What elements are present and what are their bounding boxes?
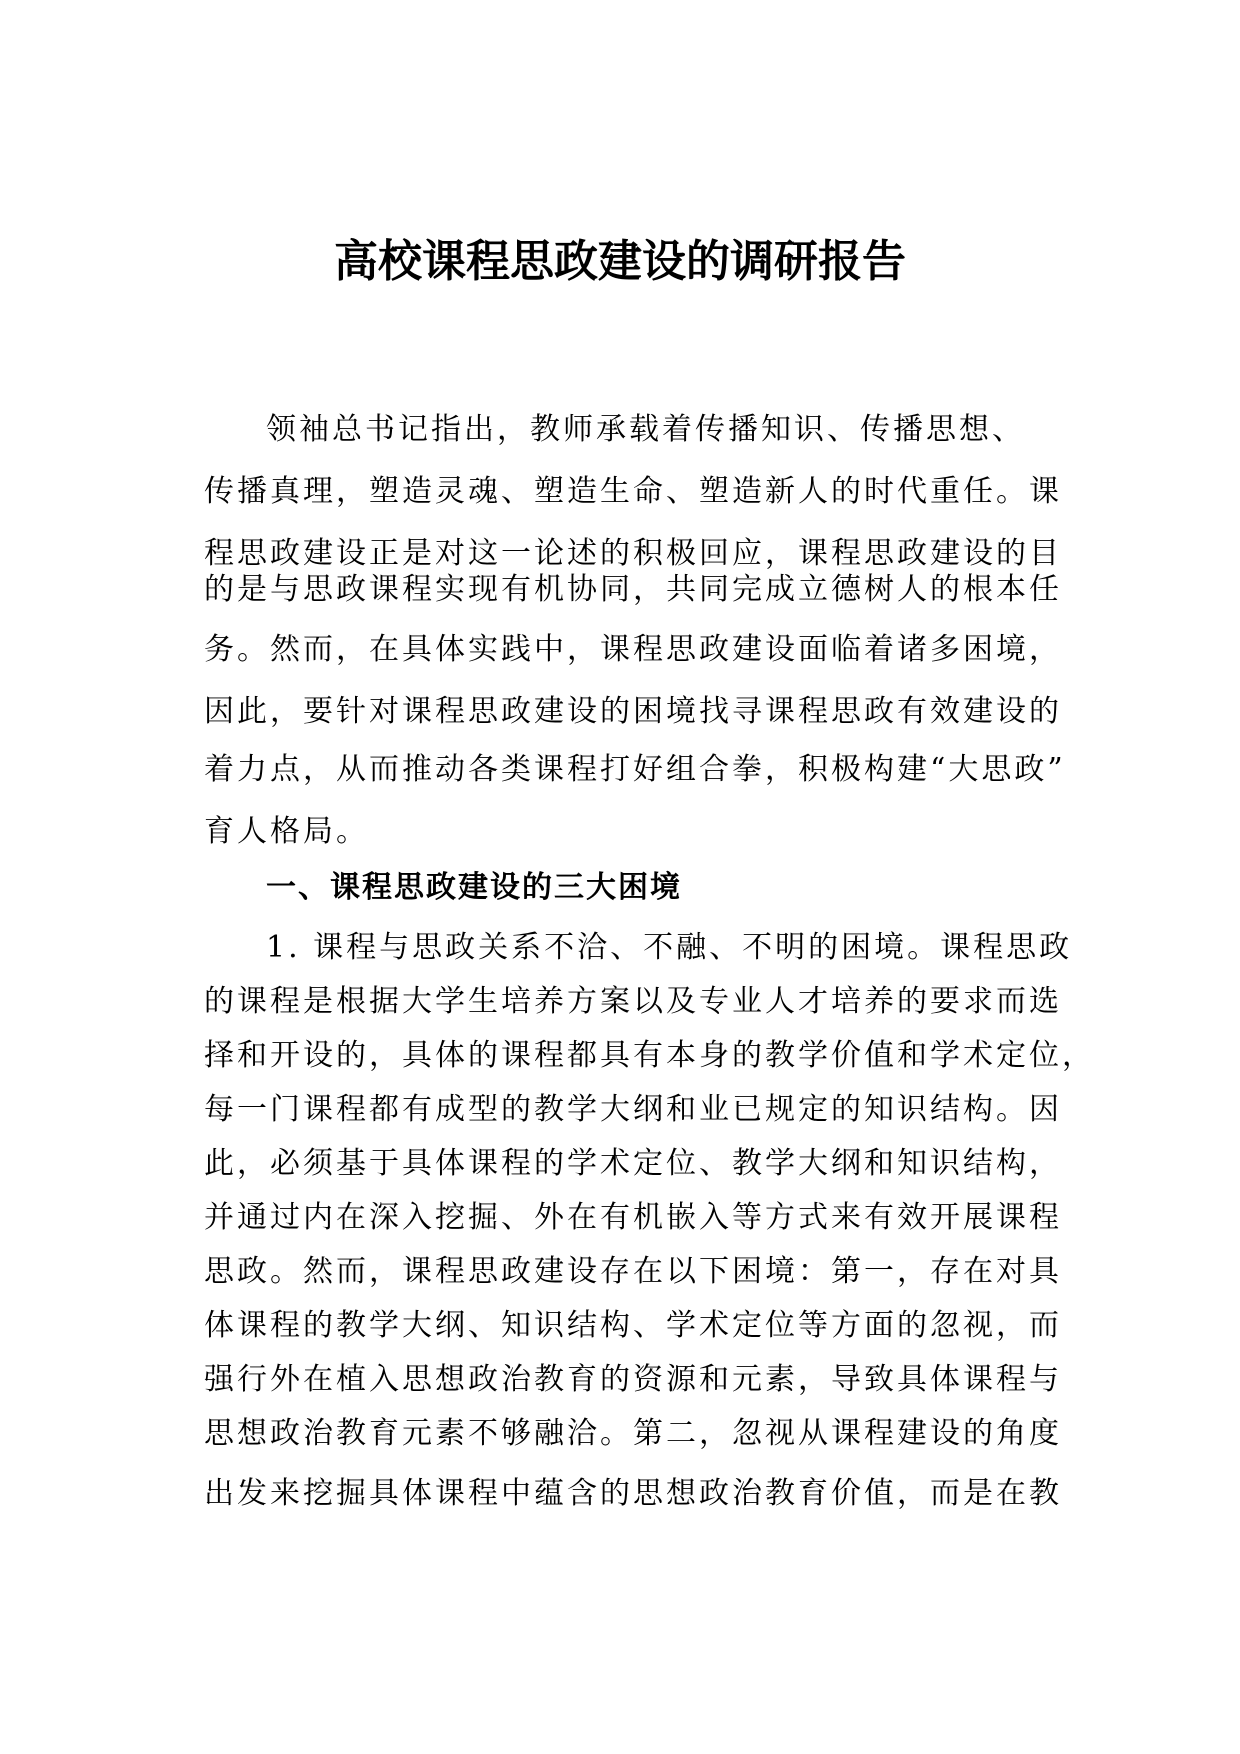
intro-line-6: 因此，要针对课程思政建设的困境找寻课程思政有效建设的 — [204, 694, 1062, 729]
section-heading: 一、课程思政建设的三大困境 — [266, 870, 682, 905]
section-line-2: 的课程是根据大学生培养方案以及专业人才培养的要求而选 — [204, 984, 1062, 1019]
section-line-7: 思政。然而，课程思政建设存在以下困境：第一，存在对具 — [204, 1254, 1062, 1289]
intro-line-1: 领袖总书记指出，教师承载着传播知识、传播思想、 — [266, 412, 1025, 447]
section-line-11: 出发来挖掘具体课程中蕴含的思想政治教育价值，而是在教 — [204, 1476, 1062, 1511]
intro-line-5: 务。然而，在具体实践中，课程思政建设面临着诸多困境， — [204, 632, 1062, 667]
section-line-10: 思想政治教育元素不够融洽。第二，忽视从课程建设的角度 — [204, 1416, 1062, 1451]
section-line-6: 并通过内在深入挖掘、外在有机嵌入等方式来有效开展课程 — [204, 1200, 1062, 1235]
section-line-4: 每一门课程都有成型的教学大纲和业已规定的知识结构。因 — [204, 1092, 1062, 1127]
intro-line-7: 着力点，从而推动各类课程打好组合拳，积极构建“大思政” — [204, 752, 1066, 787]
section-line-8: 体课程的教学大纲、知识结构、学术定位等方面的忽视，而 — [204, 1308, 1062, 1343]
intro-line-2: 传播真理，塑造灵魂、塑造生命、塑造新人的时代重任。课 — [204, 474, 1062, 509]
section-line-5: 此，必须基于具体课程的学术定位、教学大纲和知识结构， — [204, 1146, 1062, 1181]
intro-line-3: 程思政建设正是对这一论述的积极回应，课程思政建设的目 — [204, 536, 1062, 571]
intro-line-4: 的是与思政课程实现有机协同，共同完成立德树人的根本任 — [204, 572, 1062, 607]
section-line-3: 择和开设的，具体的课程都具有本身的教学价值和学术定位， — [204, 1038, 1095, 1073]
intro-line-8: 育人格局。 — [204, 814, 369, 849]
document-title: 高校课程思政建设的调研报告 — [334, 236, 906, 287]
section-line-1: 1. 课程与思政关系不洽、不融、不明的困境。课程思政 — [266, 930, 1073, 965]
section-line-9: 强行外在植入思想政治教育的资源和元素，导致具体课程与 — [204, 1362, 1062, 1397]
